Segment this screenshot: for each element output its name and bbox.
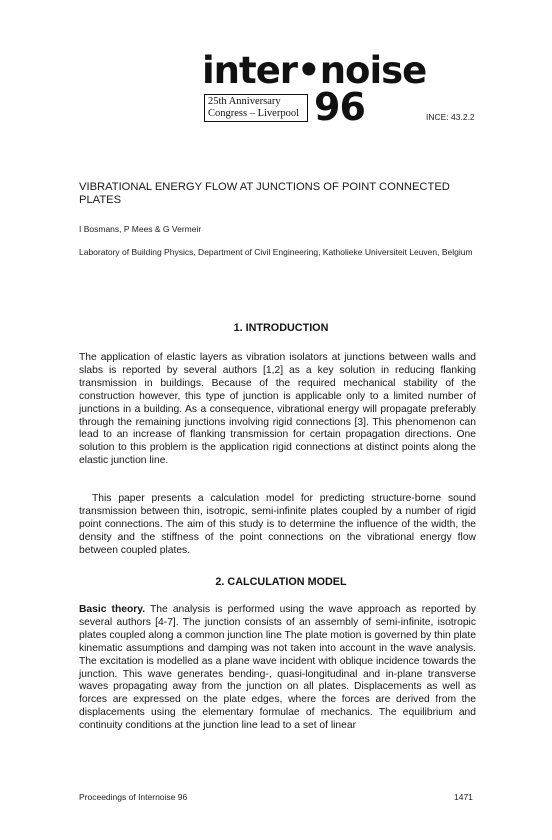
ince-code: INCE: 43.2.2 [426,112,475,122]
calc-paragraph-1 [79,604,476,733]
footer-proceedings: Proceedings of Internoise 96 [79,792,188,802]
logo-box-line-1: 25th Anniversary [208,96,281,107]
intro-paragraph-1: The application of elastic layers as vibration isolators at junctions between walls and slabs is reported by several authors [1,2] as a key solution in reducing flanking transmission in buildings. Because of the required mechanical stability of the construction however, this type of junction is applicable only to a limited number of junctions in a building. As a consequence, vibrational energy will propagate preferably through the remaining junctions involving rigid connections [3]. This phenomenon can lead to an increase of flanking transmission for certain propagation directions. One solution to this problem is the application rigid connections at distinct points along the elastic junction line. [79,352,476,467]
logo-year: 96 [314,85,365,129]
logo-box-line-2: Congress – Liverpool [208,108,299,119]
paper-authors: I Bosmans, P Mees & G Vermeir [79,224,202,234]
logo-anniversary-box [204,94,308,122]
calc-paragraph-body: The analysis is performed using the wave approach as reported by several authors [4-7]. The junction consists of an assembly of semi-infinite, isotropic plates coupled along a common junction line The plate motion is governed by thin plate kinematic assumptions and damping was not taken into account in the wave analysis. The excitation is modelled as a plane wave incident with oblique incidence towards the junction. This wave generates bending-, quasi-longitudinal and in-plane transverse waves propagating away from the junction on all plates. Displacements as well as forces are expressed on the plate edges, where the forces are derived from the displacements using the elementary formulae of mechanics. The equilibrium and continuity conditions at the junction line lead to a set of linear [79,604,477,732]
calc-paragraph-lead: Basic theory. [79,604,146,615]
section-heading-calculation-model: 2. CALCULATION MODEL [215,576,347,588]
intro-paragraph-2: This paper presents a calculation model for predicting structure-borne sound transmission between thin, isotropic, semi-infinite plates coupled by a number of rigid point connections. The aim of this study is to determine the influence of the width, the density and the stiffness of the point connections on the vibrational energy flow between coupled plates. [79,493,476,556]
paper-affiliation: Laboratory of Building Physics, Department of Civil Engineering, Katholieke Universiteit Leuven, Belgium [79,247,473,257]
logo-wordmark: inter•noise [202,49,427,92]
section-heading-introduction: 1. INTRODUCTION [233,322,329,334]
page-number: 1471 [454,792,473,802]
paper-title: VIBRATIONAL ENERGY FLOW AT JUNCTIONS OF POINT CONNECTED PLATES [79,181,450,206]
internoise-logo [198,49,427,132]
